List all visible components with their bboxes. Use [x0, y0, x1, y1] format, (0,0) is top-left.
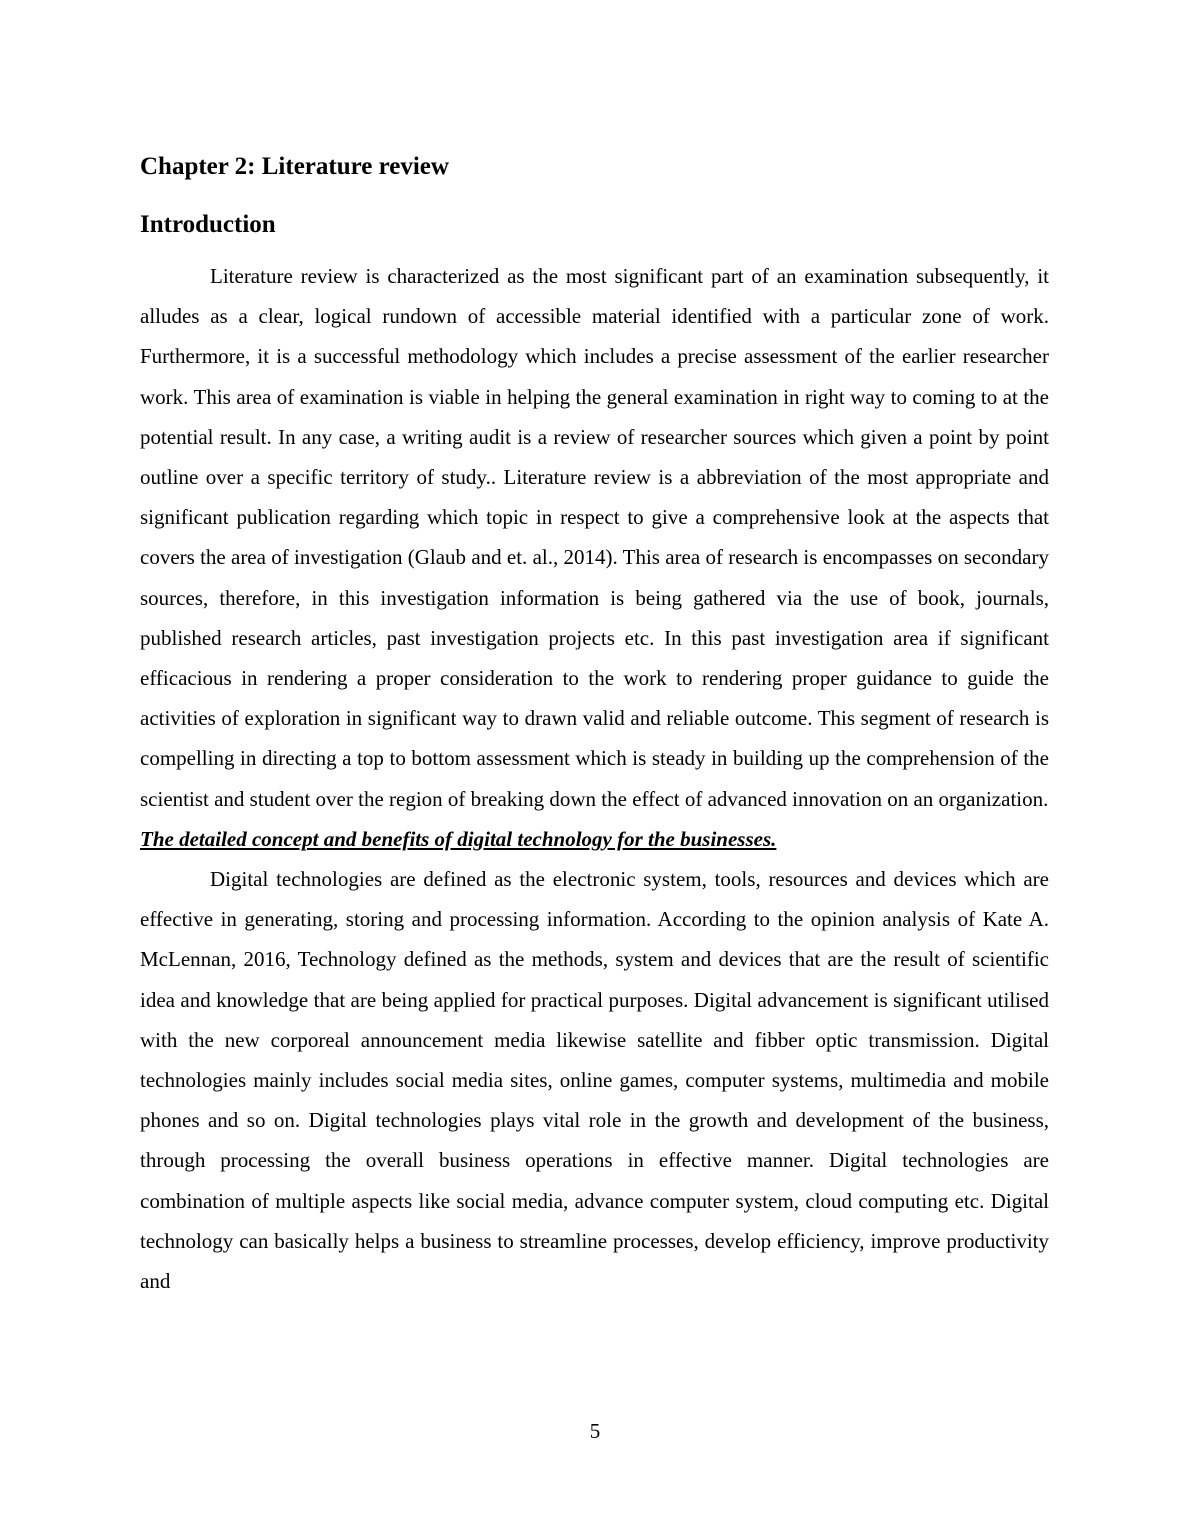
intro-paragraph: Literature review is characterized as the most significant part of an examination subsequently, it alludes as a clear, logical rundown of accessible material identified with a particular zone of work. Furthermore, it is a successful methodology which includes a precise assessment of the earlier researcher work. This area of examination is viable in helping the general examination in right way to coming to at the potential result. In any case, a writing audit is a review of researcher sources which given a point by point outline over a specific territory of study.. Literature review is a abbreviation of the most appropriate and significant publication regarding which topic in respect to give a comprehensive look at the aspects that covers the area of investigation (Glaub and et. al., 2014). This area of research is encompasses on secondary sources, therefore, in this investigation information is being gathered via the use of book, journals, published research articles, past investigation projects etc. In this past investigation area if significant efficacious in rendering a proper consideration to the work to rendering proper guidance to guide the activities of exploration in significant way to drawn valid and reliable outcome. This segment of research is compelling in directing a top to bottom assessment which is steady in building up the comprehension of the scientist and student over the region of breaking down the effect of advanced innovation on an organization. — [140, 264, 1049, 811]
chapter-title: Chapter 2: Literature review — [140, 153, 449, 180]
page-number: 5 — [589, 1419, 601, 1443]
digital-technology-paragraph: Digital technologies are defined as the electronic system, tools, resources and devices which are effective in generating, storing and processing information. According to the opinion analysis of Kate A. McLennan, 2016, Technology defined as the methods, system and devices that are the result of scientific idea and knowledge that are being applied for practical purposes. Digital advancement is significant utilised with the new corporeal announcement media likewise satellite and fibber optic transmission. Digital technologies mainly includes social media sites, online games, computer systems, multimedia and mobile phones and so on. Digital technologies plays vital role in the growth and development of the business, through processing the overall business operations in effective manner. Digital technologies are combination of multiple aspects like social media, advance computer system, cloud computing etc. Digital technology can basically helps a business to streamline processes, develop efficiency, improve productivity and — [140, 867, 1049, 1294]
subheading: The detailed concept and benefits of digital technology for the businesses. — [140, 826, 777, 851]
page-content — [140, 148, 1049, 1301]
section-title: Introduction — [140, 211, 276, 238]
